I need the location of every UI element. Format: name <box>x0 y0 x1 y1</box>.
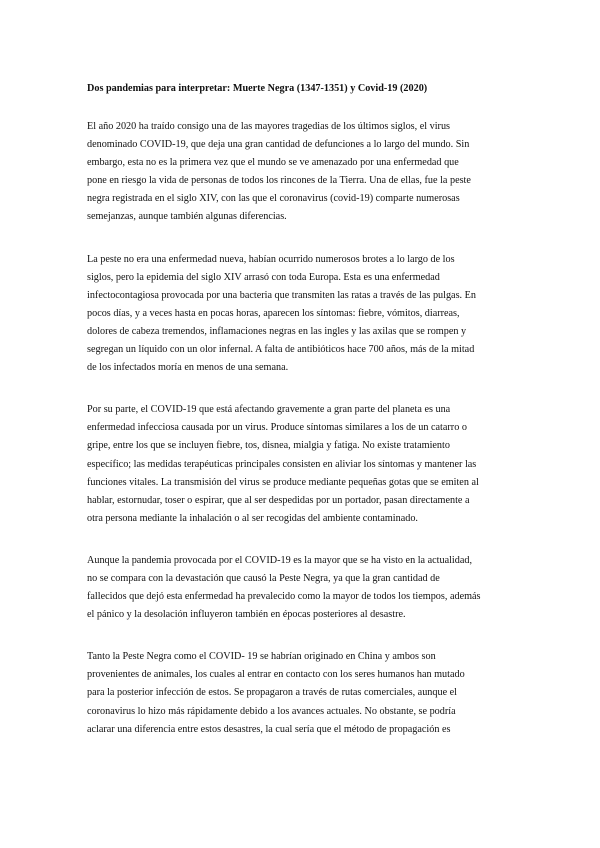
paragraph-line: el pánico y la desolación influyeron también en épocas posteriores al desastre. <box>87 609 406 621</box>
paragraph-line: embargo, esta no es la primera vez que el mundo se ve amenazado por una enfermedad que <box>87 157 459 169</box>
paragraph-line: La peste no era una enfermedad nueva, habían ocurrido numerosos brotes a lo largo de los <box>87 253 455 265</box>
paragraph-line: Tanto la Peste Negra como el COVID- 19 se habrían originado en China y ambos son <box>87 651 436 663</box>
paragraph-line: no se compara con la devastación que causó la Peste Negra, ya que la gran cantidad de <box>87 572 440 584</box>
document-body <box>87 82 515 763</box>
paragraph-line: dolores de cabeza tremendos, inflamaciones negras en las ingles y las axilas que se rompen y <box>87 325 467 337</box>
paragraph <box>87 648 515 738</box>
paragraph-line: para la posterior infección de estos. Se propagaron a través de rutas comerciales, aunque el <box>87 687 457 699</box>
paragraph-line: gripe, entre los que se incluyen fiebre, tos, disnea, mialgia y fatiga. No existe tratamiento <box>87 440 450 452</box>
paragraph-line: otra persona mediante la inhalación o al ser recogidas del ambiente contaminado. <box>87 512 418 524</box>
paragraph-line: provenientes de animales, los cuales al entrar en contacto con los seres humanos han mutado <box>87 669 465 681</box>
paragraph-line: denominado COVID-19, que deja una gran cantidad de defunciones a lo largo del mundo. Sin <box>87 139 470 151</box>
paragraph-line: pone en riesgo la vida de personas de todos los rincones de la Tierra. Una de ellas, fue la peste <box>87 175 471 187</box>
paragraph-line: pocos días, y a veces hasta en pocas horas, aparecen los síntomas: fiebre, vómitos, diarreas, <box>87 307 460 319</box>
paragraph-line: aclarar una diferencia entre estos desastres, la cual sería que el método de propagación es <box>87 723 451 735</box>
paragraph-line: El año 2020 ha traído consigo una de las mayores tragedias de los últimos siglos, el virus <box>87 121 451 132</box>
paragraph-line: fallecidos que dejó esta enfermedad ha prevalecido como la mayor de todos los tiempos, además <box>87 591 481 603</box>
paragraph-line: Aunque la pandemia provocada por el COVID-19 es la mayor que se ha visto en la actualidad, <box>87 554 473 566</box>
paragraph-line: específico; las medidas terapéuticas principales consisten en aliviar los síntomas y mantener las <box>87 458 477 470</box>
paragraph-line: infectocontagiosa provocada por una bacteria que transmiten las ratas a través de las pulgas. En <box>87 289 476 301</box>
paragraph-line: semejanzas, aunque también algunas diferencias. <box>87 211 287 223</box>
paragraph-line: de los infectados moría en menos de una semana. <box>87 362 289 374</box>
paragraph-line: coronavirus lo hizo más rápidamente debido a los avances actuales. No obstante, se podría <box>87 705 456 717</box>
paragraph-line: enfermedad infecciosa causada por un virus. Produce síntomas similares a los de un catarro o <box>87 422 467 434</box>
paragraph-line: Por su parte, el COVID-19 que está afectando gravemente a gran parte del planeta es una <box>87 404 451 416</box>
paragraph <box>87 552 515 624</box>
paragraph-line: negra registrada en el siglo XIV, con las que el coronavirus (covid-19) comparte numerosas <box>87 193 460 205</box>
paragraph <box>87 401 515 528</box>
paragraph-line: hablar, estornudar, toser o espirar, que al ser despedidas por un portador, pasan directamente a <box>87 494 470 506</box>
paragraph-list <box>87 118 515 739</box>
paragraph-line: siglos, pero la epidemia del siglo XIV arrasó con toda Europa. Esta es una enfermedad <box>87 271 440 283</box>
paragraph <box>87 251 515 378</box>
paragraph-line: segregan un líquido con un olor infernal. A falta de antibióticos hace 700 años, más de la mitad <box>87 344 475 356</box>
document-title: Dos pandemias para interpretar: Muerte Negra (1347-1351) y Covid-19 (2020) <box>87 83 428 94</box>
paragraph-line: funciones vitales. La transmisión del virus se produce mediante pequeñas gotas que se emiten al <box>87 476 479 488</box>
paragraph <box>87 118 515 227</box>
